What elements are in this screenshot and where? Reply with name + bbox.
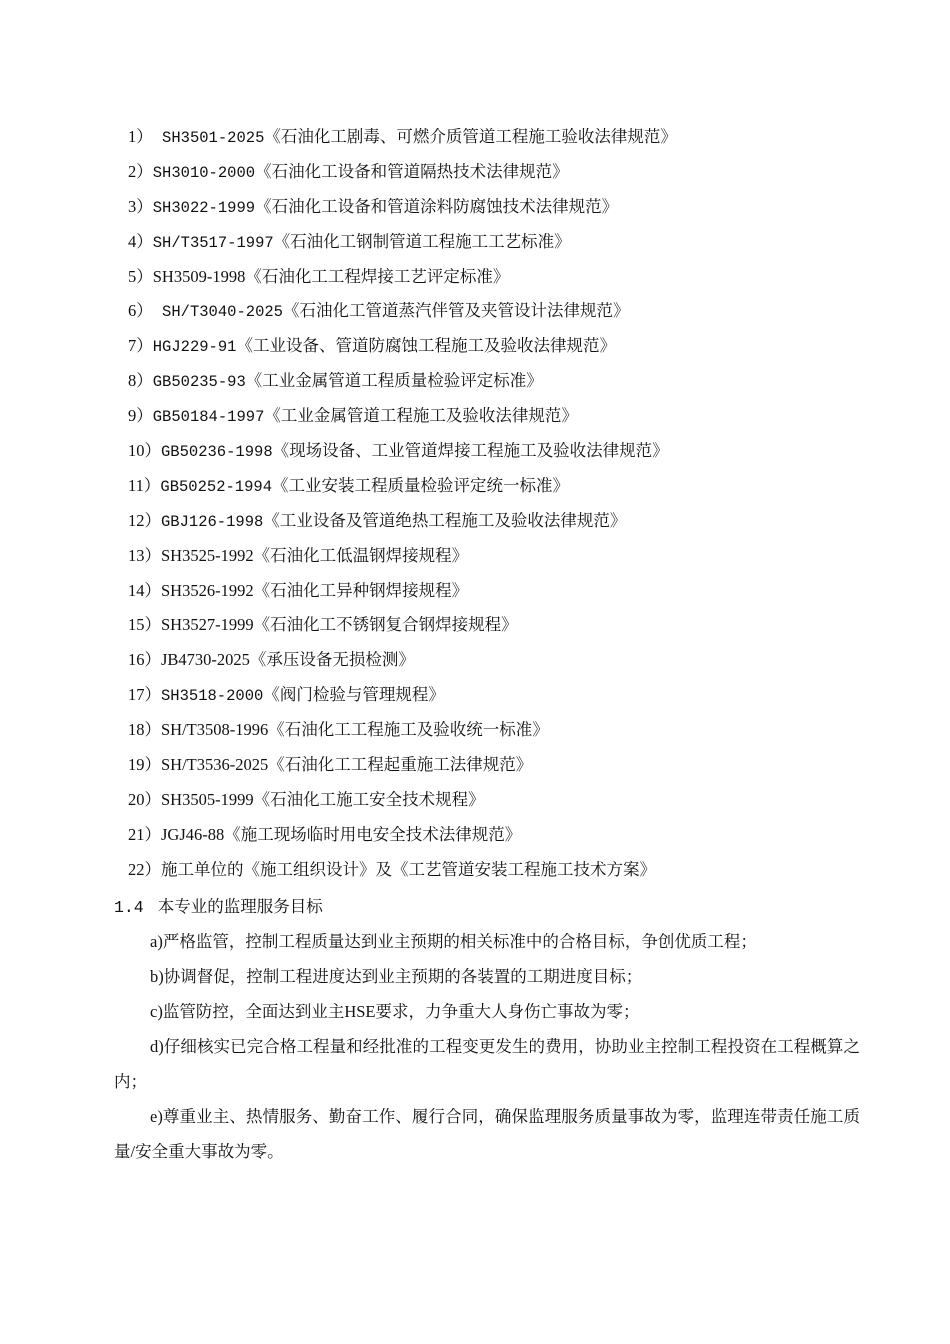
standard-title: 《石油化工管道蒸汽伴管及夹管设计法律规范》 bbox=[282, 301, 630, 321]
goals-list bbox=[114, 924, 860, 1169]
item-number: 13） bbox=[128, 545, 161, 565]
standard-code: SH3525-1992 bbox=[161, 545, 254, 565]
list-item bbox=[128, 471, 888, 506]
item-number: 14） bbox=[128, 580, 161, 600]
list-item bbox=[128, 262, 888, 297]
list-item bbox=[128, 855, 888, 890]
item-number: 9） bbox=[128, 406, 153, 426]
list-item bbox=[128, 227, 888, 262]
item-number: 8） bbox=[128, 371, 153, 391]
item-number: 4） bbox=[128, 231, 153, 251]
standard-title: 《承压设备无损检测》 bbox=[249, 650, 415, 670]
standard-code: SH/T3040-2025 bbox=[152, 303, 283, 322]
item-number: 1） bbox=[128, 127, 153, 146]
item-number: 7） bbox=[128, 336, 153, 356]
standard-title: 《石油化工工程焊接工艺评定标准》 bbox=[245, 266, 510, 286]
list-item bbox=[128, 820, 888, 855]
standard-title: 《石油化工低温钢焊接规程》 bbox=[253, 545, 469, 565]
standard-title: 《工业安装工程质量检验评定统一标准》 bbox=[272, 475, 570, 495]
item-number: 22） bbox=[128, 859, 161, 879]
goal-paragraph: b)协调督促，控制工程进度达到业主预期的各装置的工期进度目标； bbox=[150, 967, 643, 986]
list-item bbox=[128, 366, 888, 401]
list-item bbox=[128, 436, 888, 471]
standard-code: GB50252-1994 bbox=[160, 477, 273, 496]
item-number: 5） bbox=[128, 266, 153, 286]
standard-title: 《阀门检验与管理规程》 bbox=[263, 685, 445, 705]
item-number: 19） bbox=[128, 755, 161, 775]
standard-code: SH3022-1999 bbox=[152, 198, 256, 217]
list-item bbox=[128, 715, 888, 750]
standard-title: 《石油化工设备和管道隔热技术法律规范》 bbox=[255, 161, 569, 181]
list-item bbox=[128, 401, 888, 436]
list-item bbox=[128, 680, 888, 715]
standard-code: GB50235-93 bbox=[152, 373, 246, 392]
list-item bbox=[128, 785, 888, 820]
standard-title: 《工业金属管道工程质量检验评定标准》 bbox=[245, 371, 543, 391]
standard-code: SH3501-2025 bbox=[152, 129, 265, 147]
standard-code: SH3010-2000 bbox=[152, 163, 256, 182]
standard-code: SH3505-1999 bbox=[161, 789, 254, 809]
standard-title: 《石油化工工程施工及验收统一标准》 bbox=[268, 720, 549, 740]
standard-title: 施工单位的《施工组织设计》及《工艺管道安装工程施工技术方案》 bbox=[161, 859, 656, 879]
standard-title: 《现场设备、工业管道焊接工程施工及验收法律规范》 bbox=[272, 441, 669, 461]
list-item bbox=[128, 122, 888, 157]
standard-title: 《施工现场临时用电安全技术法律规范》 bbox=[224, 824, 522, 844]
goal-paragraph: c)监管防控，全面达到业主HSE要求，力争重大人身伤亡事故为零； bbox=[150, 1002, 640, 1021]
standard-code: SH3527-1999 bbox=[161, 615, 254, 635]
item-number: 3） bbox=[128, 196, 153, 216]
list-item bbox=[128, 576, 888, 611]
item-number: 6） bbox=[128, 301, 153, 321]
standard-title: 《石油化工钢制管道工程施工工艺标准》 bbox=[273, 231, 571, 251]
goal-paragraph: d)仔细核实已完合格工程量和经批准的工程变更发生的费用，协助业主控制工程投资在工程概算之内； bbox=[114, 1037, 860, 1091]
standard-title: 《石油化工施工安全技术规程》 bbox=[253, 789, 485, 809]
item-number: 21） bbox=[128, 824, 161, 844]
item-number: 18） bbox=[128, 720, 161, 740]
standard-title: 《石油化工剧毒、可燃介质管道工程施工验收法律规范》 bbox=[264, 127, 677, 146]
standard-code: JGJ46-88 bbox=[161, 824, 225, 844]
standard-title: 《工业设备及管道绝热工程施工及验收法律规范》 bbox=[263, 510, 627, 530]
standard-code: HGJ229-91 bbox=[152, 338, 237, 357]
standard-code: SH3526-1992 bbox=[161, 580, 254, 600]
standard-title: 《石油化工工程起重施工法律规范》 bbox=[268, 755, 533, 775]
list-item bbox=[128, 750, 888, 785]
standard-code: SH/T3536-2025 bbox=[161, 755, 269, 775]
section-title: 本专业的监理服务目标 bbox=[157, 898, 323, 916]
standard-title: 《石油化工异种钢焊接规程》 bbox=[253, 580, 469, 600]
list-item bbox=[128, 296, 888, 331]
standard-code: SH/T3517-1997 bbox=[152, 233, 274, 252]
item-number: 11） bbox=[128, 475, 161, 495]
list-item bbox=[128, 157, 888, 192]
item-number: 20） bbox=[128, 789, 161, 809]
item-number: 17） bbox=[128, 685, 161, 705]
item-number: 12） bbox=[128, 510, 161, 530]
standard-code: SH3518-2000 bbox=[161, 687, 264, 706]
standard-code: SH3509-1998 bbox=[152, 266, 246, 286]
list-item bbox=[128, 645, 888, 680]
standard-title: 《工业设备、管道防腐蚀工程施工及验收法律规范》 bbox=[236, 336, 616, 356]
standard-title: 《石油化工设备和管道涂料防腐蚀技术法律规范》 bbox=[255, 196, 619, 216]
section-number: 1.4 bbox=[114, 898, 144, 917]
list-item bbox=[128, 541, 888, 576]
standard-title: 《石油化工不锈钢复合钢焊接规程》 bbox=[253, 615, 518, 635]
section-heading bbox=[114, 892, 323, 923]
item-number: 16） bbox=[128, 650, 161, 670]
standard-code: GBJ126-1998 bbox=[161, 512, 264, 531]
item-number: 10） bbox=[128, 441, 161, 461]
list-item bbox=[128, 506, 888, 541]
standards-list bbox=[128, 122, 888, 890]
standard-title: 《工业金属管道工程施工及验收法律规范》 bbox=[264, 406, 578, 426]
list-item bbox=[128, 610, 888, 645]
standard-code: JB4730-2025 bbox=[161, 650, 250, 670]
standard-code: SH/T3508-1996 bbox=[161, 720, 269, 740]
goal-paragraph: e)尊重业主、热情服务、勤奋工作、履行合同，确保监理服务质量事故为零，监理连带责任施工质量/安全重大事故为零。 bbox=[114, 1107, 860, 1161]
goal-paragraph: a)严格监管，控制工程质量达到业主预期的相关标准中的合格目标，争创优质工程； bbox=[150, 932, 757, 951]
item-number: 15） bbox=[128, 615, 161, 635]
list-item bbox=[128, 331, 888, 366]
standard-code: GB50236-1998 bbox=[161, 443, 273, 462]
item-number: 2） bbox=[128, 161, 153, 181]
standard-code: GB50184-1997 bbox=[152, 408, 265, 427]
list-item bbox=[128, 192, 888, 227]
